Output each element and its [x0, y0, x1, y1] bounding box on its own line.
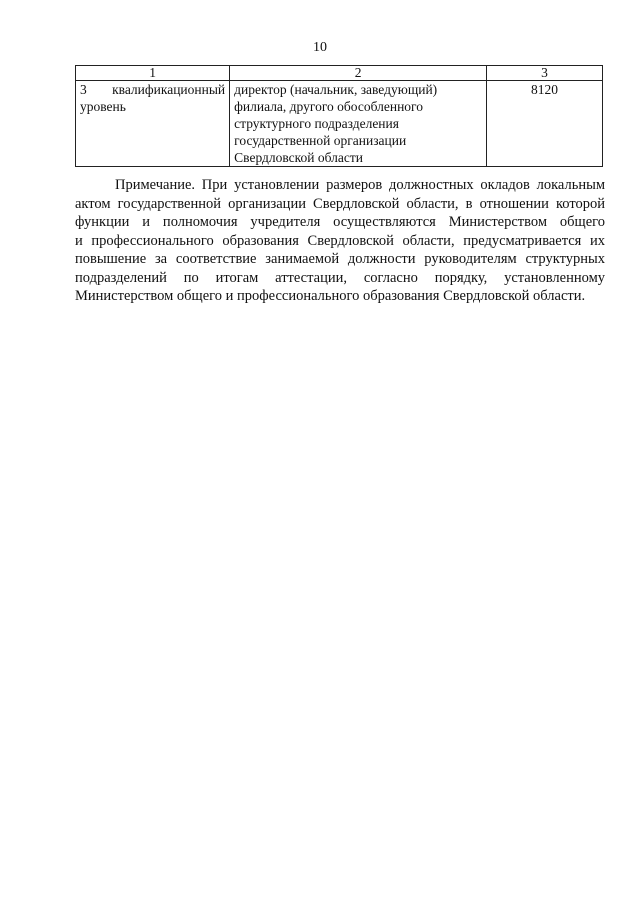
position-cell [230, 81, 487, 167]
note-line: Примечание. При установлении размеров должностных окладов локальным [115, 177, 605, 193]
note-line: Министерством общего и профессионального образования Свердловской области. [75, 288, 586, 304]
qualification-level-line: уровень [80, 99, 126, 114]
table-row [76, 81, 603, 167]
column-header-1: 1 [76, 66, 230, 81]
note-line: и профессионального образования Свердловской области, предусматривается их [75, 232, 605, 249]
salary-table [75, 65, 603, 167]
position-line: филиала, другого обособленного [234, 99, 424, 114]
table-header-row [76, 66, 603, 81]
note-line: функции и полномочия учредителя осуществляются Министерством общего [75, 214, 605, 230]
salary-value-cell: 8120 [487, 81, 603, 167]
note-line: актом государственной организации Свердловской области, в отношении которой [75, 195, 605, 212]
note-line: подразделений по итогам аттестации, согласно порядку, установленному [75, 269, 605, 286]
position-line: Свердловской области [234, 150, 364, 165]
position-line: государственной организации [234, 133, 407, 148]
note-paragraph [75, 176, 605, 306]
position-line: директор (начальник, заведующий) [234, 82, 438, 97]
note-line: повышение за соответствие занимаемой должности руководителям структурных [75, 251, 605, 267]
column-header-3: 3 [487, 66, 603, 81]
qualification-level-line: 3 квалификационный [80, 82, 226, 97]
column-header-2: 2 [230, 66, 487, 81]
position-line: структурного подразделения [234, 116, 399, 131]
qualification-level-cell [76, 81, 230, 167]
page-number: 10 [313, 40, 327, 55]
